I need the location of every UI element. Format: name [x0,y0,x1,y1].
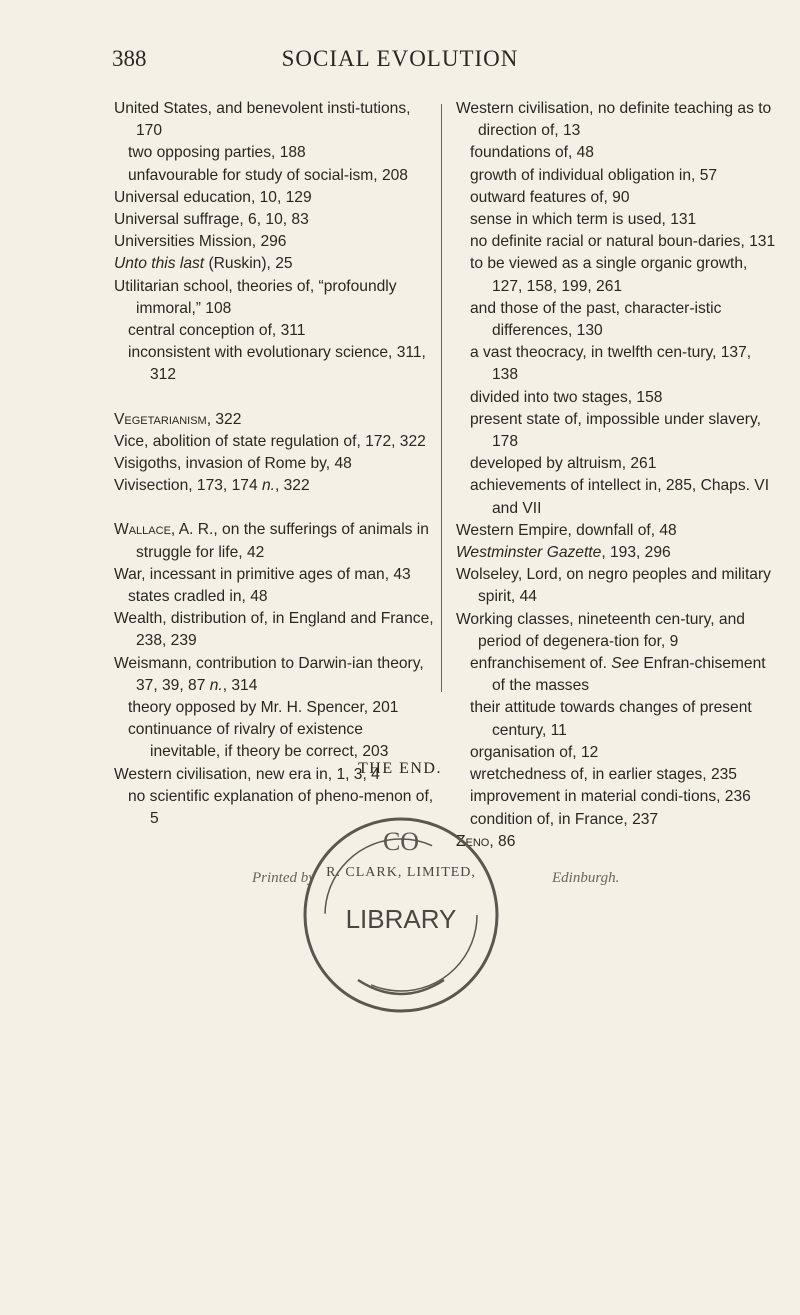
library-stamp [296,810,506,1020]
index-subentry: theory opposed by Mr. H. Spencer, 201 [128,699,399,717]
index-subentry: wretchedness of, in earlier stages, 235 [470,766,737,784]
index-entry: Universities Mission, 296 [114,233,287,251]
index-entry: Vice, abolition of state regulation of, 172, 322 [114,432,426,450]
index-subentry: central conception of, 311 [128,322,306,340]
see-reference: See [611,655,640,673]
index-subentry: to be viewed as a single organic growth, 127, 158, 199, 261 [470,255,748,295]
index-entry [114,253,434,275]
stamp-middle-text: R. CLARK, LIMITED, [326,865,476,880]
index-subentry: achievements of intellect in, 285, Chaps. VI and VII [470,477,770,517]
index-entry [114,475,434,497]
note-mark: n. [209,676,223,694]
index-entry: Western civilisation, no definite teaching as to direction of, 13 [456,100,772,140]
index-subentry: foundations of, 48 [470,144,594,162]
index-subentry: improvement in material condi-tions, 236 [470,788,751,806]
entry-text: , 322 [274,477,310,495]
index-entry: Western civilisation, new era in, 1, 3, 4 [114,765,380,783]
stamp-top-text: CO [382,827,420,856]
index-column-left [114,98,434,830]
entry-heading: Zeno [456,832,490,850]
index-entry: Western Empire, downfall of, 48 [456,521,677,539]
index-entry [114,653,434,697]
index-subentry: sense in which term is used, 131 [470,211,697,229]
index-subentry [456,653,776,697]
page-number: 388 [112,46,147,71]
index-column-right [456,98,776,853]
index-subentry: no scientific explanation of pheno-menon of, 5 [128,787,434,828]
entry-text: Vivisection, 173, 174 [114,477,262,495]
entry-text: , 86 [489,832,516,850]
entry-heading: Vegetarianism [114,410,207,428]
index-entry [456,542,776,564]
index-entry: Wolseley, Lord, on negro peoples and military spirit, 44 [456,566,771,606]
entry-text: , 322 [206,410,242,428]
index-subentry: condition of, in France, 237 [470,810,659,828]
note-mark: n. [261,477,275,495]
index-entry: United States, and benevolent insti-tutions, 170 [114,100,411,140]
entry-text: , 193, 296 [601,544,671,562]
index-entry: Wealth, distribution of, in England and France, 238, 239 [114,610,434,650]
the-end: THE END. [358,760,442,777]
entry-text: , on the sufferings of animals in struggle for life, 42 [136,521,429,561]
index-subentry: their attitude towards changes of present century, 11 [470,699,752,739]
index-subentry: a vast theocracy, in twelfth cen-tury, 137, 138 [470,344,752,384]
entry-text: (Ruskin), 25 [204,255,293,273]
index-subentry: states cradled in, 48 [128,588,268,606]
entry-heading: Wallace, A. R. [114,521,214,539]
index-subentry: organisation of, 12 [470,743,599,761]
index-entry: Universal suffrage, 6, 10, 83 [114,211,309,229]
index-subentry: and those of the past, character-istic differences, 130 [470,299,722,340]
index-entry: Universal education, 10, 129 [114,188,312,206]
entry-text: , 314 [222,676,258,694]
index-subentry: divided into two stages, 158 [470,388,663,406]
index-subentry: present state of, impossible under slavery, 178 [470,410,761,451]
work-title: Westminster Gazette [456,544,602,562]
printer-imprint [0,810,800,1030]
index-subentry: growth of individual obligation in, 57 [470,166,718,184]
page-header [0,44,800,80]
running-head: SOCIAL EVOLUTION [281,46,519,71]
entry-text: Weismann, contribution to Darwin-ian theory, 37, 39, 87 [114,654,424,694]
index-subentry: inconsistent with evolutionary science, 311, 312 [128,344,426,384]
index-entry [114,409,434,431]
index-subentry: two opposing parties, 188 [128,144,306,162]
index-entry [114,519,434,563]
index-entry: Visigoths, invasion of Rome by, 48 [114,455,352,473]
stamp-bottom-ornament [358,980,444,994]
column-divider [441,104,442,692]
printed-by-text: Printed by [252,870,315,886]
index-subentry: unfavourable for study of social-ism, 208 [128,166,408,184]
index-entry: War, incessant in primitive ages of man, 43 [114,565,411,583]
printer-city: Edinburgh. [552,870,620,886]
index-subentry: no definite racial or natural boun-daries, 131 [470,233,776,251]
index-entry: Utilitarian school, theories of, “profoundly immoral,” 108 [114,277,397,317]
entry-text: enfranchisement of. [470,655,612,673]
index-subentry: continuance of rivalry of existence inevitable, if theory be correct, 203 [128,721,389,761]
work-title: Unto this last [114,255,205,273]
stamp-label: LIBRARY [345,904,457,934]
index-subentry: developed by altruism, 261 [470,455,657,473]
index-entry: Working classes, nineteenth cen-tury, and period of degenera-tion for, 9 [456,610,745,650]
entry-text: Enfran-chisement of the masses [492,655,766,695]
index-subentry: outward features of, 90 [470,188,630,206]
